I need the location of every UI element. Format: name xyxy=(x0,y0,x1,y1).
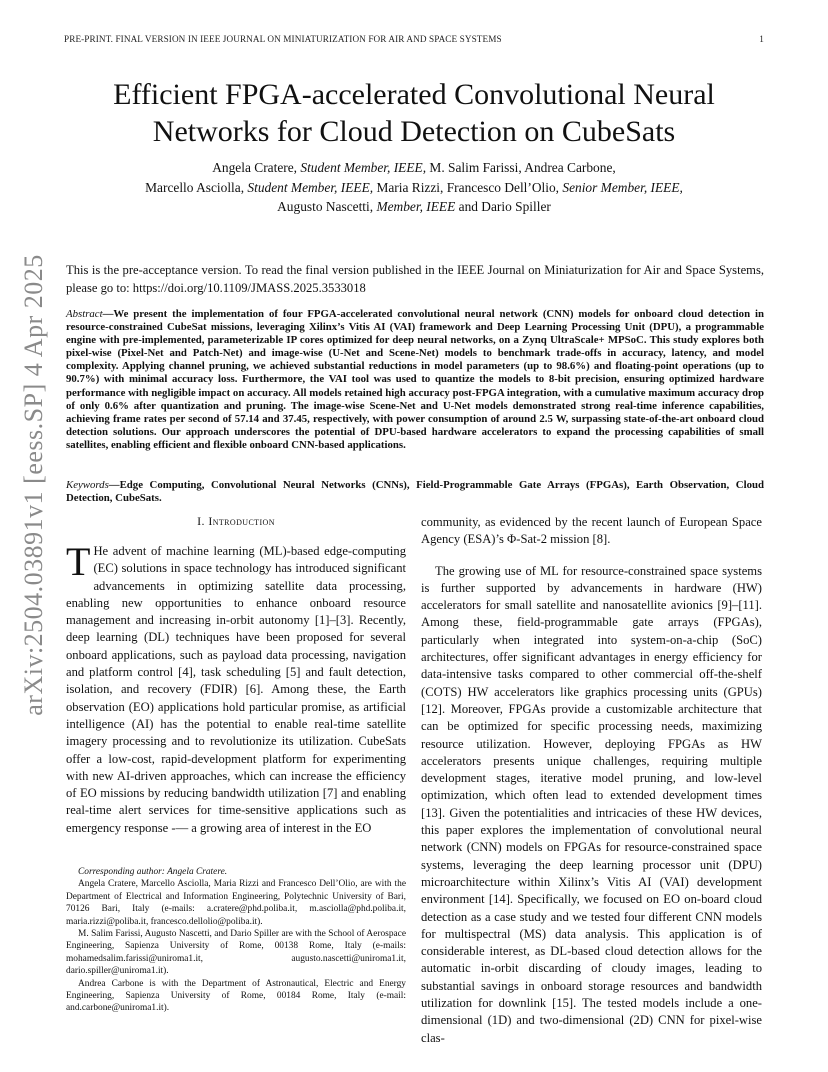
title-line-1: Efficient FPGA-accelerated Convolutional Neural xyxy=(113,78,715,111)
author-name: Maria Rizzi, Francesco Dell’Olio, xyxy=(373,179,563,195)
author-name: and Dario Spiller xyxy=(455,199,551,214)
intro-paragraph-1 xyxy=(66,539,406,837)
left-column xyxy=(66,514,406,837)
running-head xyxy=(64,34,764,44)
paragraph-text: He advent of machine learning (ML)-based edge-computing (EC) solutions in space technology has introduced significant advancements in optimizing satellite data processing, enabling new opportunities to enhance onboard resource management and increasing in-orbit autonomy [1]–[3]. Recently, deep learning (DL) techniques have been proposed for several onboard applications, such as payload data processing, navigation and platform control [4], task scheduling [5] and fault detection, isolation, and recovery (FDIR) [6]. Among these, the Earth observation (EO) applications hold particular promise, as artificial intelligence (AI) has the potential to enable real-time satellite imagery processing and to revolutionize its utilization. CubeSats offer a low-cost, rapid-development platform for experimenting with new AI-driven approaches, which can increase the efficiency of EO missions by reducing bandwidth utilization [7] and enabling real-time alert services for time-sensitive applications such as emergency response -— a growing area of interest in the EO xyxy=(66,544,406,835)
right-column xyxy=(421,514,762,1047)
title-line-2: Networks for Cloud Detection on CubeSats xyxy=(152,115,676,148)
keywords-text: —Edge Computing, Convolutional Neural Networks (CNNs), Field-Programmable Gate Arrays (FPGAs), Earth Observation, Cloud Detection, CubeSats. xyxy=(66,479,764,505)
keywords xyxy=(66,479,764,505)
footnote-affiliation-3: Andrea Carbone is with the Department of Astronautical, Electric and Energy Engineering, Sapienza University of Rome, 00184 Rome, Italy (e-mail: and.carbone@uniroma1.it). xyxy=(66,978,406,1014)
author-name: Angela Cratere, xyxy=(212,160,301,175)
author-line-2 xyxy=(60,178,768,198)
author-line-3 xyxy=(60,197,768,217)
author-affiliation: Senior Member, IEEE, xyxy=(562,179,683,195)
keywords-label: Keywords xyxy=(66,479,109,491)
running-head-text: PRE-PRINT. FINAL VERSION IN IEEE JOURNAL ON MINIATURIZATION FOR AIR AND SPACE SYSTEMS xyxy=(64,34,502,44)
author-list xyxy=(60,158,768,217)
intro-paragraph-1-continued: community, as evidenced by the recent launch of European Space Agency (ESA)’s Φ-Sat-2 mission [8]. xyxy=(421,515,762,547)
paper-title xyxy=(40,76,788,150)
preacceptance-notice: This is the pre-acceptance version. To read the final version published in the IEEE Journal on Miniaturization for Air and Space Systems, please go to: https://doi.org/10.1109/JMASS.2025.3533018 xyxy=(66,263,764,295)
author-name: M. Salim Farissi, Andrea Carbone, xyxy=(426,160,616,175)
author-affiliation: Student Member, IEEE, xyxy=(300,160,427,175)
section-title: Introduction xyxy=(208,514,275,528)
arxiv-identifier[interactable]: arXiv:2504.03891v1 [eess.SP] 4 Apr 2025 xyxy=(19,254,48,716)
footnote-affiliation-1: Angela Cratere, Marcello Asciolla, Maria Rizzi and Francesco Dell’Olio, are with the Department of Electrical and Information Engineering, Polytechnic University of Bari, 70126 Bari, Italy (e-mails: a.cratere@phd.poliba.it, m.asciolla@phd.poliba.it, maria.rizzi@poliba.it, francesco.dellolio@poliba.it). xyxy=(66,879,406,927)
footnote-affiliation-2: M. Salim Farissi, Augusto Nascetti, and Dario Spiller are with the School of Aerospace Engineering, Sapienza University of Rome, 00138 Rome, Italy (e-mails: mohamedsalim.farissi@uniroma1.it, augusto.nascetti@uniroma1.it, dario.spiller@uniroma1.it). xyxy=(66,929,406,977)
section-heading xyxy=(66,514,406,529)
author-affiliation: Member, IEEE xyxy=(376,199,456,214)
section-number: I. xyxy=(197,514,205,528)
author-affiliation: Student Member, IEEE, xyxy=(247,179,374,195)
abstract xyxy=(66,308,764,452)
author-name: Augusto Nascetti, xyxy=(277,199,377,214)
author-name: Marcello Asciolla, xyxy=(145,179,248,195)
abstract-text: —We present the implementation of four FPGA-accelerated convolutional neural network (CNN) models for onboard cloud detection in resource-constrained CubeSat missions, leveraging Xilinx’s Vitis AI (VAI) framework and Deep Learning Processing Unit (DPU), a programmable engine with pre-implemented, parameterizable IP cores optimized for deep neural networks, on a Zynq UltraScale+ MPSoC. This study explores both pixel-wise (Pixel-Net and Patch-Net) and image-wise (U-Net and Scene-Net) models to benchmark trade-offs in accuracy, latency, and model complexity. Applying channel pruning, we achieved substantial reductions in model parameters (up to 98.6%) and floating-point operations (up to 90.7%) with minimal accuracy loss. Furthermore, the VAI tool was used to quantize the models to 8-bit precision, ensuring optimized hardware performance with negligible impact on accuracy. All models retained high accuracy post-FPGA integration, with a cumulative maximum accuracy drop of only 0.6% after quantization and pruning. The image-wise Scene-Net and U-Net models demonstrated strong real-time inference capabilities, achieving frame rates per second of 57.14 and 37.45, respectively, with power consumption of around 2.5 W, surpassing state-of-the-art onboard cloud detection solutions. Our approach underscores the potential of DPU-based hardware accelerators to expand the processing capabilities of small satellites, enabling efficient and flexible onboard CNN-based applications. xyxy=(66,308,764,451)
author-line-1 xyxy=(60,158,768,178)
arxiv-stamp[interactable] xyxy=(16,254,52,716)
abstract-label: Abstract xyxy=(66,308,103,320)
page-number: 1 xyxy=(759,34,764,44)
drop-cap: T xyxy=(66,539,91,584)
corresponding-author: Corresponding author: Angela Cratere. xyxy=(78,867,228,877)
footnotes xyxy=(66,866,406,1015)
intro-paragraph-2: The growing use of ML for resource-constrained space systems is further supported by advancements in hardware (HW) accelerators for small satellite and nanosatellite avionics [9]–[11]. Among these, field-programmable gate arrays (FPGAs), particularly when integrated into system-on-a-chip (SoC) architectures, offer significant advantages in energy efficiency for data-intensive tasks compared to other commercial off-the-shelf (COTS) HW accelerators like graphics processing units (GPUs) [12]. Moreover, FPGAs provide a customizable architecture that can be optimized for specific processing needs, maximizing resource utilization. However, deploying FPGAs as HW accelerators presents unique challenges, requiring multiple development stages, iterative model pruning, and low-level optimization, which often lead to extended development times [13]. Given the potentialities and intricacies of these HW devices, this paper explores the implementation of convolutional neural network (CNN) models on FPGAs for resource-constrained space systems, leveraging the deep learning processor unit (DPU) microarchitecture within Xilinx’s Vitis AI (VAI) development environment [14]. Specifically, we focused on EO on-board cloud detection as a case study and we tested four different CNN models for multispectral (MS) data analysis. This application is of considerable interest, as DL-based cloud detection allows for the automatic in-orbit discarding of cloudy images, leading to substantial savings in onboard storage resources and bandwidth utilization for downlink [15]. The tested models include a one-dimensional (1D) and two-dimensional (2D) CNN for pixel-wise clas- xyxy=(421,563,762,1045)
